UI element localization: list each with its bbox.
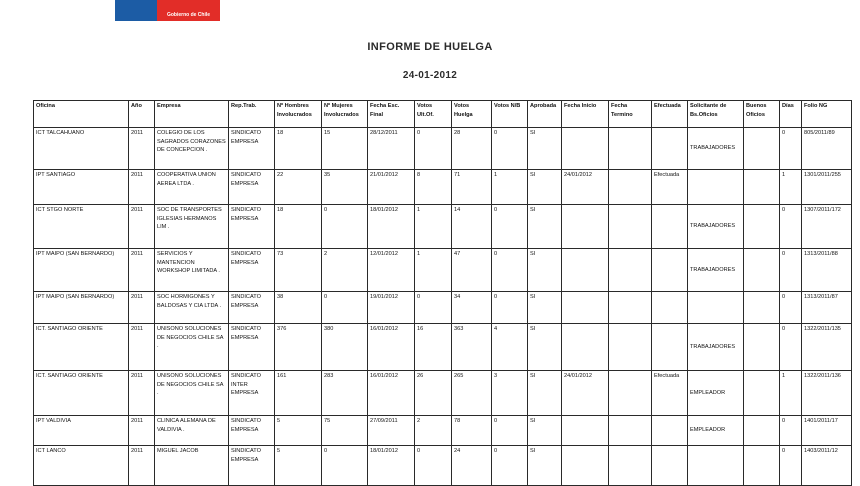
table-cell: 0 (780, 446, 802, 486)
table-cell: 0 (780, 205, 802, 249)
table-cell: 78 (452, 416, 492, 446)
table-cell: 18 (275, 128, 322, 170)
table-header-cell: Solicitante de Bs.Oficios (688, 101, 744, 128)
table-cell: ICT LANCO (34, 446, 129, 486)
table-cell: 15 (322, 128, 368, 170)
table-cell (609, 205, 652, 249)
table-cell: 1313/2011/87 (802, 292, 852, 324)
table-cell: 0 (492, 128, 528, 170)
table-cell: SOC HORMIGONES Y BALDOSAS Y CIA LTDA . (155, 292, 229, 324)
table-cell (744, 446, 780, 486)
table-cell: TRABAJADORES (688, 128, 744, 170)
table-cell: 16/01/2012 (368, 371, 415, 416)
table-cell: 1 (780, 170, 802, 205)
table-cell: 2011 (129, 292, 155, 324)
table-cell: 1 (415, 249, 452, 292)
table-cell: 2011 (129, 371, 155, 416)
table-cell: SERVICIOS Y MANTENCION WORKSHOP LIMITADA . (155, 249, 229, 292)
table-cell: SI (528, 249, 562, 292)
table-cell: EMPLEADOR (688, 371, 744, 416)
table-cell: SINDICATO INTER EMPRESA (229, 371, 275, 416)
table-cell: 0 (322, 205, 368, 249)
table-cell: 75 (322, 416, 368, 446)
table-header-cell: Nº Mujeres Involucrados (322, 101, 368, 128)
govt-logo-label: Gobierno de Chile (166, 12, 211, 18)
table-row (34, 292, 852, 324)
table-cell: 1322/2011/135 (802, 324, 852, 371)
table-cell: 2011 (129, 416, 155, 446)
table-cell: 265 (452, 371, 492, 416)
table-cell: 0 (415, 128, 452, 170)
table-row (34, 416, 852, 446)
table-header-cell: Rep.Trab. (229, 101, 275, 128)
table-cell: ICT STGO NORTE (34, 205, 129, 249)
table-cell: 2011 (129, 446, 155, 486)
table-cell: 376 (275, 324, 322, 371)
table-cell: 1307/2011/172 (802, 205, 852, 249)
table-cell: 0 (780, 416, 802, 446)
table-cell (744, 292, 780, 324)
table-cell: 24 (452, 446, 492, 486)
table-cell (744, 249, 780, 292)
table-cell: TRABAJADORES (688, 324, 744, 371)
table-cell: 14 (452, 205, 492, 249)
table-cell: UNISONO SOLUCIONES DE NEGOCIOS CHILE SA . (155, 371, 229, 416)
table-cell: 1322/2011/136 (802, 371, 852, 416)
table-cell: COLEGIO DE LOS SAGRADOS CORAZONES DE CONCEPCION . (155, 128, 229, 170)
table-cell: 2 (322, 249, 368, 292)
table-header-cell: Año (129, 101, 155, 128)
table-cell: 0 (780, 249, 802, 292)
table-cell: 363 (452, 324, 492, 371)
table-cell: 22 (275, 170, 322, 205)
table-cell (744, 371, 780, 416)
table-cell (562, 416, 609, 446)
table-cell: 1403/2011/12 (802, 446, 852, 486)
table-cell: 5 (275, 446, 322, 486)
table-cell: 1313/2011/88 (802, 249, 852, 292)
table-cell: 2011 (129, 249, 155, 292)
table-cell: 0 (415, 446, 452, 486)
table-cell: 0 (780, 292, 802, 324)
table-header-cell: Días (780, 101, 802, 128)
table-cell (652, 205, 688, 249)
table-header-cell: Empresa (155, 101, 229, 128)
table-cell: TRABAJADORES (688, 205, 744, 249)
govt-logo-red-block (157, 0, 220, 21)
table-cell (562, 128, 609, 170)
table-cell: Efectuada (652, 170, 688, 205)
table-cell (609, 249, 652, 292)
table-row (34, 128, 852, 170)
table-cell (652, 128, 688, 170)
table-cell: IPT VALDIVIA (34, 416, 129, 446)
table-cell (562, 249, 609, 292)
table-cell: ICT. SANTIAGO ORIENTE (34, 371, 129, 416)
table-cell: 35 (322, 170, 368, 205)
table-cell: 2011 (129, 324, 155, 371)
table-cell (609, 292, 652, 324)
strike-report-table (33, 100, 852, 486)
table-header (34, 101, 852, 128)
table-cell: IPT MAIPO (SAN BERNARDO) (34, 292, 129, 324)
table-cell (744, 128, 780, 170)
table-cell: CLINICA ALEMANA DE VALDIVIA . (155, 416, 229, 446)
govt-logo-blue-block (115, 0, 157, 21)
table-cell (652, 292, 688, 324)
table-cell: Efectuada (652, 371, 688, 416)
table-cell: UNISONO SOLUCIONES DE NEGOCIOS CHILE SA . (155, 324, 229, 371)
table-cell: 805/2011/89 (802, 128, 852, 170)
table-cell: 3 (492, 371, 528, 416)
table-cell: 2011 (129, 170, 155, 205)
table-header-cell: Votos N/B (492, 101, 528, 128)
table-cell: SI (528, 128, 562, 170)
table-cell: 0 (415, 292, 452, 324)
table-cell (609, 371, 652, 416)
table-cell: SINDICATO EMPRESA (229, 416, 275, 446)
table-cell: SI (528, 371, 562, 416)
table-cell: 1401/2011/17 (802, 416, 852, 446)
table-header-cell: Buenos Oficios (744, 101, 780, 128)
table-cell: SINDICATO EMPRESA (229, 249, 275, 292)
table-header-cell: Nº Hombres Involucrados (275, 101, 322, 128)
table-cell: 0 (780, 128, 802, 170)
table-cell: 0 (322, 446, 368, 486)
table-row (34, 324, 852, 371)
table-header-cell: Fecha Inicio (562, 101, 609, 128)
table-cell (562, 292, 609, 324)
table-cell (744, 324, 780, 371)
table-cell: SI (528, 170, 562, 205)
table-cell: 0 (780, 324, 802, 371)
table-cell: 380 (322, 324, 368, 371)
page-title: INFORME DE HUELGA (367, 41, 493, 53)
table-cell: 18/01/2012 (368, 205, 415, 249)
table-cell (688, 170, 744, 205)
govt-logo (115, 0, 220, 21)
table-cell: 12/01/2012 (368, 249, 415, 292)
table-cell: 26 (415, 371, 452, 416)
table-row (34, 446, 852, 486)
table-row (34, 170, 852, 205)
table-cell (744, 205, 780, 249)
table-cell: SINDICATO EMPRESA (229, 170, 275, 205)
table-cell: 2011 (129, 128, 155, 170)
table-cell: 1301/2011/255 (802, 170, 852, 205)
table-cell: 2011 (129, 205, 155, 249)
table-header-cell: Folio NG (802, 101, 852, 128)
table-cell: COOPERATIVA UNION AEREA LTDA . (155, 170, 229, 205)
table-cell: SINDICATO EMPRESA (229, 446, 275, 486)
table-cell: 161 (275, 371, 322, 416)
table-cell: 1 (415, 205, 452, 249)
table-row (34, 205, 852, 249)
table-cell (652, 416, 688, 446)
table-cell: 19/01/2012 (368, 292, 415, 324)
table-cell: 18/01/2012 (368, 446, 415, 486)
table-cell: 0 (492, 446, 528, 486)
table-header-cell: Efectuada (652, 101, 688, 128)
table-cell: 0 (322, 292, 368, 324)
table-row (34, 371, 852, 416)
table-cell: TRABAJADORES (688, 249, 744, 292)
table-cell: SI (528, 416, 562, 446)
table-header-cell: Votos Ult.Of. (415, 101, 452, 128)
report-date: 24-01-2012 (402, 70, 458, 81)
table-cell: SINDICATO EMPRESA (229, 292, 275, 324)
table-cell (688, 292, 744, 324)
table-cell (609, 324, 652, 371)
table-cell: 24/01/2012 (562, 170, 609, 205)
table-cell: 38 (275, 292, 322, 324)
table-cell: SI (528, 205, 562, 249)
table-cell: 18 (275, 205, 322, 249)
table-cell (744, 416, 780, 446)
table-row (34, 249, 852, 292)
table-cell (652, 249, 688, 292)
table-cell: SINDICATO EMPRESA (229, 205, 275, 249)
table-cell: SI (528, 324, 562, 371)
table-cell: EMPLEADOR (688, 416, 744, 446)
table-cell (609, 128, 652, 170)
table-header-cell: Aprobada (528, 101, 562, 128)
table-cell: 16/01/2012 (368, 324, 415, 371)
table-cell (688, 446, 744, 486)
table-cell: 28 (452, 128, 492, 170)
table-cell (609, 446, 652, 486)
table-cell: 34 (452, 292, 492, 324)
table-cell: 0 (492, 292, 528, 324)
table-header-row (34, 101, 852, 128)
table-cell (562, 446, 609, 486)
table-cell: 4 (492, 324, 528, 371)
table-cell: 1 (780, 371, 802, 416)
table-cell: SINDICATO EMPRESA (229, 324, 275, 371)
table-cell: IPT MAIPO (SAN BERNARDO) (34, 249, 129, 292)
table-cell: 73 (275, 249, 322, 292)
table-header-cell: Fecha Esc. Final (368, 101, 415, 128)
table-cell: 5 (275, 416, 322, 446)
table-cell (562, 324, 609, 371)
table-header-cell: Fecha Termino (609, 101, 652, 128)
table-cell: 0 (492, 416, 528, 446)
table-cell (652, 446, 688, 486)
table-cell: SOC DE TRANSPORTES IGLESIAS HERMANOS LIM . (155, 205, 229, 249)
table-body (34, 128, 852, 486)
table-cell: IPT SANTIAGO (34, 170, 129, 205)
table-cell: 2 (415, 416, 452, 446)
table-cell: 8 (415, 170, 452, 205)
table-cell: 0 (492, 249, 528, 292)
table-header-cell: Oficina (34, 101, 129, 128)
table-cell: ICT. SANTIAGO ORIENTE (34, 324, 129, 371)
table-header-cell: Votos Huelga (452, 101, 492, 128)
table-cell: 28/12/2011 (368, 128, 415, 170)
table-cell: SI (528, 446, 562, 486)
table-cell: 1 (492, 170, 528, 205)
table-cell: 71 (452, 170, 492, 205)
table-cell: 24/01/2012 (562, 371, 609, 416)
table-cell (652, 324, 688, 371)
table-cell: SI (528, 292, 562, 324)
table-cell (562, 205, 609, 249)
table-cell: ICT TALCAHUANO (34, 128, 129, 170)
table-cell: 16 (415, 324, 452, 371)
table-cell (744, 170, 780, 205)
table-cell: SINDICATO EMPRESA (229, 128, 275, 170)
table-cell (609, 416, 652, 446)
table-cell: 21/01/2012 (368, 170, 415, 205)
table-cell: 0 (492, 205, 528, 249)
table-cell (609, 170, 652, 205)
table-cell: 47 (452, 249, 492, 292)
table-cell: 27/09/2011 (368, 416, 415, 446)
table-cell: MIGUEL JACOB (155, 446, 229, 486)
table-cell: 283 (322, 371, 368, 416)
